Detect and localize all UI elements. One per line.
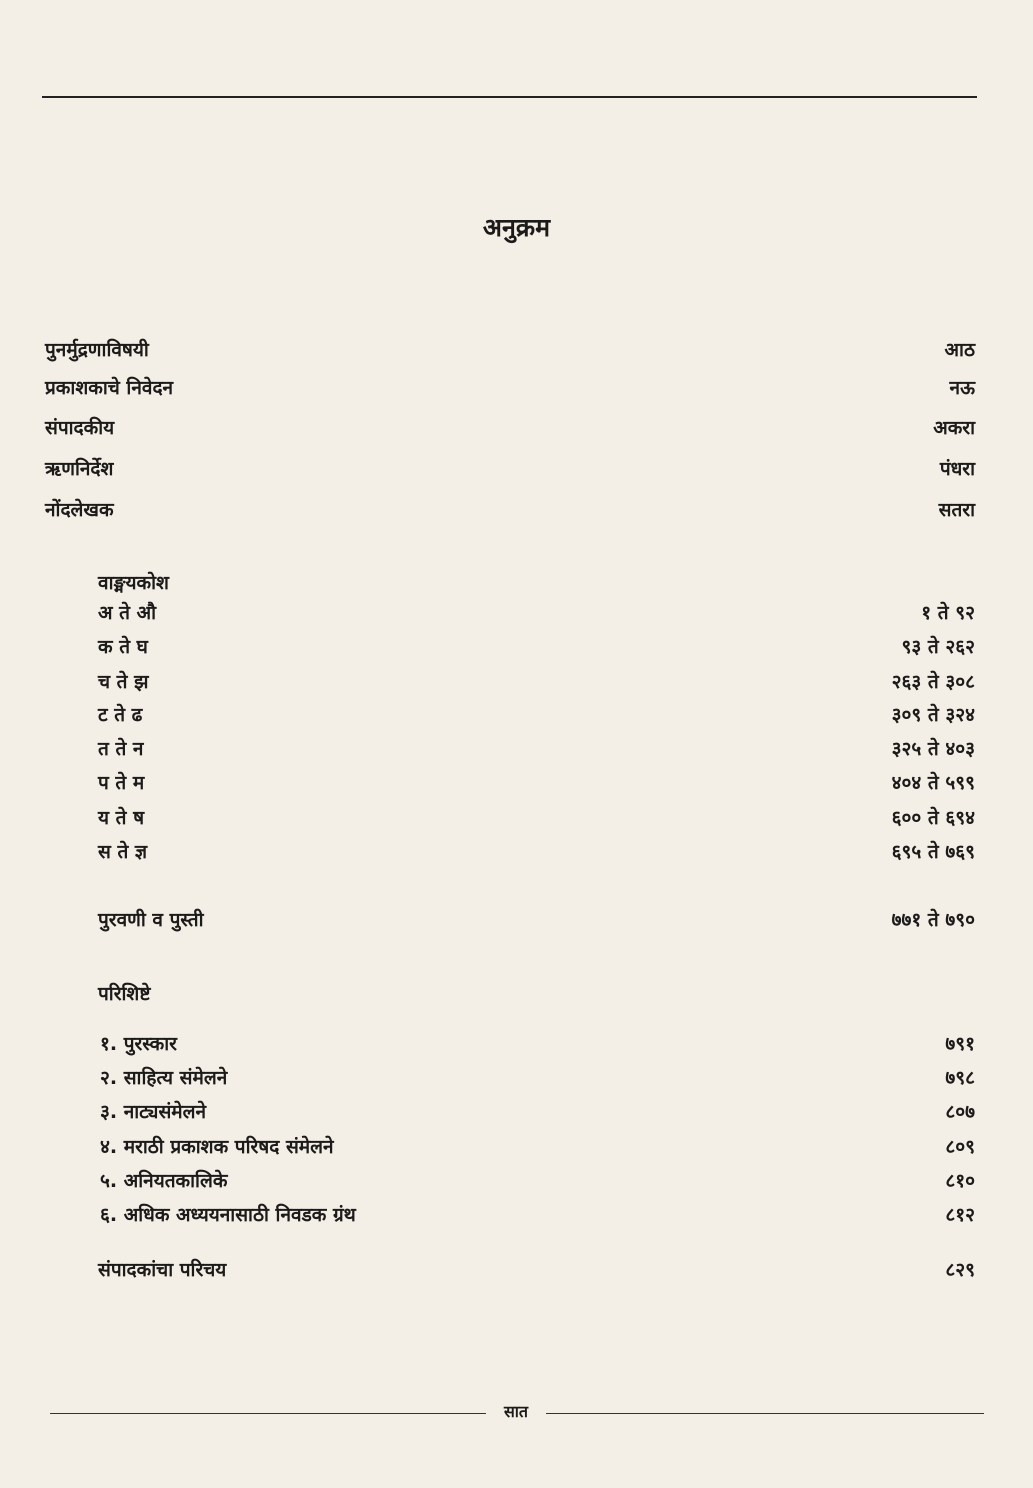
toc-page: सतरा [938, 499, 975, 521]
toc-label: संपादकीय [45, 417, 115, 439]
toc-entry-supplement [0, 906, 1033, 938]
toc-entry [0, 455, 1033, 487]
toc-page: ३२५ ते ४०३ [891, 738, 975, 760]
toc-page: ८२९ [945, 1259, 975, 1281]
footer-rule-right [546, 1413, 984, 1414]
toc-page: ९३ ते २६२ [901, 636, 975, 658]
toc-label: नोंदलेखक [45, 499, 114, 521]
toc-label: पुरवणी व पुस्ती [98, 909, 204, 931]
section-heading-vangmaykosh [0, 569, 1033, 601]
toc-page: ८१२ [945, 1204, 975, 1226]
toc-page: ७९१ [945, 1033, 975, 1055]
toc-page: १ ते ९२ [921, 602, 975, 624]
toc-entry [0, 1201, 1033, 1233]
toc-entry [0, 496, 1033, 528]
toc-page: ६९५ ते ७६९ [891, 841, 975, 863]
toc-page: नऊ [949, 377, 975, 399]
toc-label: क ते घ [98, 636, 148, 658]
toc-entry [0, 599, 1033, 631]
page-footer [0, 1400, 1033, 1430]
toc-label: त ते न [98, 738, 144, 760]
toc-label: संपादकांचा परिचय [98, 1259, 227, 1281]
toc-page: ६०० ते ६९४ [891, 807, 975, 829]
toc-label: य ते ष [98, 807, 145, 829]
toc-entry [0, 374, 1033, 406]
toc-page: ३०९ ते ३२४ [891, 704, 975, 726]
toc-page: ८०९ [945, 1136, 975, 1158]
toc-entry [0, 735, 1033, 767]
toc-page: आठ [944, 339, 975, 361]
toc-label: ६. अधिक अध्ययनासाठी निवडक ग्रंथ [100, 1204, 356, 1226]
toc-label: च ते झ [98, 671, 149, 693]
toc-entry [0, 1133, 1033, 1165]
toc-entry [0, 1064, 1033, 1096]
toc-entry [0, 701, 1033, 733]
toc-label: प्रकाशकाचे निवेदन [45, 377, 174, 399]
toc-page: २६३ ते ३०८ [891, 671, 975, 693]
page-title: अनुक्रम [482, 213, 551, 242]
toc-entry [0, 414, 1033, 446]
toc-label: स ते ज्ञ [98, 841, 148, 863]
toc-entry [0, 336, 1033, 368]
section-heading: वाङ्मयकोश [98, 572, 169, 594]
toc-page: ४०४ ते ५९९ [891, 772, 975, 794]
toc-entry [0, 769, 1033, 801]
toc-label: पुनर्मुद्रणाविषयी [45, 339, 149, 361]
toc-entry [0, 1098, 1033, 1130]
toc-label: प ते म [98, 772, 145, 794]
toc-page: ८१० [945, 1170, 975, 1192]
footer-rule-left [50, 1413, 486, 1414]
toc-label: ४. मराठी प्रकाशक परिषद संमेलने [100, 1136, 334, 1158]
toc-label: २. साहित्य संमेलने [100, 1067, 228, 1089]
toc-entry [0, 838, 1033, 870]
toc-page: ७७१ ते ७९० [891, 909, 975, 931]
section-heading: परिशिष्टे [98, 983, 151, 1005]
toc-label: १. पुरस्कार [100, 1033, 177, 1055]
section-heading-appendices [0, 980, 1033, 1012]
toc-label: ट ते ढ [98, 704, 143, 726]
toc-entry [0, 1167, 1033, 1199]
toc-page: ७९८ [945, 1067, 975, 1089]
toc-label: ३. नाट्यसंमेलने [100, 1101, 207, 1123]
toc-entry [0, 668, 1033, 700]
toc-page: पंधरा [939, 458, 975, 480]
toc-entry [0, 633, 1033, 665]
toc-entry-editors [0, 1256, 1033, 1288]
toc-entry [0, 804, 1033, 836]
toc-page: अकरा [933, 417, 975, 439]
toc-label: अ ते औ [98, 602, 157, 624]
page-number: सात [503, 1402, 529, 1421]
toc-label: ५. अनियतकालिके [100, 1170, 228, 1192]
toc-page: ८०७ [945, 1101, 975, 1123]
top-rule [42, 96, 977, 98]
toc-entry [0, 1030, 1033, 1062]
toc-label: ऋणनिर्देश [45, 458, 114, 480]
